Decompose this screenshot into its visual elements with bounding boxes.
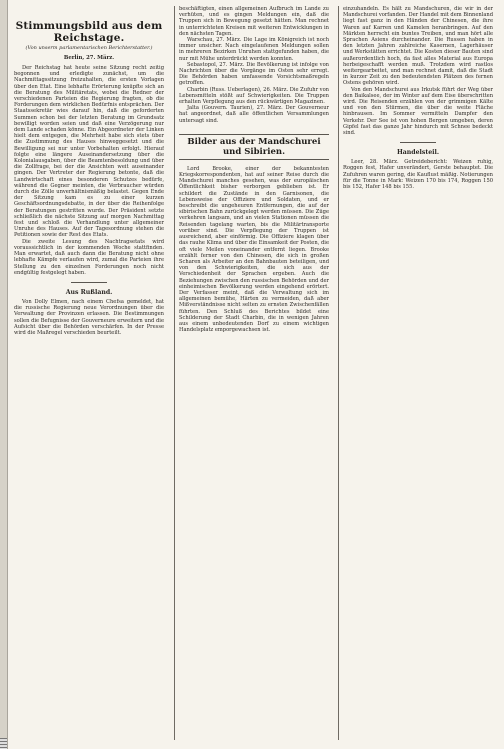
left-margin-strip: [0, 0, 8, 749]
section-heading-russland: Aus Rußland.: [65, 288, 113, 296]
article-body: Von den Mandschurei aus Irkutsk führt der Weg über den Baikalsee, der im Winter auf dem Eise überschritten wird. Die Reisenden erzählen von der grimmigen Kälte und von den Stürmen, die über die weite Fläche hinbrausen. Im Sommer vermitteln Dampfer den Verkehr. Der See ist von hohen Bergen umgeben, deren Gipfel fast das ganze Jahr hindurch mit Schnee bedeckt sind.: [343, 86, 493, 137]
article-heading-mandschurei: Bilder aus der Mandschurei und Sibirien.: [179, 134, 329, 160]
article-body: Der Reichstag hat heute seine Sitzung recht zeitig begonnen und erledigte zunächst, um die Nachmittagssitzung freizuhalten, die ersten Vorlagen über den Etat. Eine lebhafte Erörterung knüpfte sich an die Beratung des Militäretats, wobei die Redner der verschiedenen Parteien die Regierung fragten, ob die Forderungen dem wirklichen Bedürfnis entsprächen. Der Staatssekretär wies darauf hin, daß die geforderten Summen schon bei der letzten Beratung im Grundsatz bewilligt worden seien und daß eine Verzögerung nur dem Lande schaden könne. Ein Abgeordneter der Linken hielt dem entgegen, die Mehrheit habe sich stets über die Zustimmung des Hauses hinweggesetzt und die Bewilligung sei nur unter Vorbehalten erfolgt. Hierauf folgte eine längere Auseinandersetzung über die Kolonialausgaben, über die Beamtenbesoldung und über die Zollfrage, bei der die Ansichten weit auseinander gingen. Der Vertreter der Regierung betonte, daß die Landwirtschaft eines besonderen Schutzes bedürfe, während die Gegner meinten, die Verbraucher würden durch die Zölle unverhältnismäßig belastet. Gegen Ende der Sitzung kam es zu einer kurzen Geschäftsordnungsdebatte, in der über die Reihenfolge der Beratungen gestritten wurde. Der Präsident setzte schließlich die nächste Sitzung auf morgen Nachmittag fest und schloß die Verhandlung unter allgemeiner Unruhe des Hauses. Auf der Tagesordnung stehen die Petitionen sowie der Rest des Etats.: [14, 65, 164, 239]
column-right: [343, 6, 493, 742]
column-left: [14, 6, 164, 742]
article-subhead: (Von unserm parlamentarischen Berichterstatter.): [25, 45, 153, 51]
article-heading-reichstag: Stimmungsbild aus dem Reichstage.: [15, 20, 163, 44]
news-report: Sebastopol, 27. März. Die Bevölkerung ist infolge von Nachrichten über die Vorgänge im Osten sehr erregt. Die Behörden haben umfassende Vorsichtsmaßregeln getroffen.: [179, 61, 329, 87]
section-rule: [400, 142, 436, 143]
section-heading-handel: Handelsteil.: [396, 149, 440, 157]
column-divider: [174, 6, 175, 740]
article-dateline: Berlin, 27. März.: [63, 55, 115, 61]
article-body: einzuhandeln. Es hält zu Mandschuren, die wir in der Mandschurei vorfanden. Der Handel mit dem Binnenland liegt fast ganz in den Händen der Chinesen, die ihre Waren auf Karren und Kamelen heranbringen. Auf den Märkten herrscht ein buntes Treiben, und man hört alle Sprachen Asiens durcheinander. Die Russen haben in den letzten Jahren zahlreiche Kasernen, Lagerhäuser und Werkstätten errichtet. Die Kosten dieser Bauten sind außerordentlich hoch, da fast alles Material aus Europa herbeigeschafft werden muß. Trotzdem wird rastlos weitergearbeitet, und man rechnet damit, daß die Stadt in kurzer Zeit zu den bedeutendsten Plätzen des fernen Ostens gehören wird.: [343, 6, 493, 87]
article-body: Die zweite Lesung des Nachtragsetats wird voraussichtlich in der kommenden Woche stattfinden. Man erwartet, daß auch dann die Beratung nicht ohne lebhafte Kämpfe verlaufen wird, zumal die Parteien ihre Stellung zu den einzelnen Forderungen noch nicht endgültig festgelegt haben.: [14, 238, 164, 276]
news-report: Jalta (Gouvern. Taurien), 27. März. Der Gouverneur hat angeordnet, daß alle öffentlichen Versammlungen untersagt sind.: [179, 105, 329, 124]
news-report: Charbin (Russ. Ueberlagen), 26. März. Die Zufuhr von Lebensmitteln stößt auf Schwierigkeiten. Die Truppen erhalten Verpflegung aus den rückwärtigen Magazinen.: [179, 86, 329, 106]
article-body: Leer, 28. März. Getreidebericht: Weizen ruhig, Roggen fest, Hafer unverändert, Gerste behauptet. Die Zufuhren waren gering, die Kauflust mäßig. Notierungen für die Tonne in Mark: Weizen 170 bis 174, Roggen 150 bis 152, Hafer 148 bis 155.: [343, 159, 493, 191]
news-report: Warschau, 27. März. Die Lage im Königreich ist noch immer unsicher. Nach eingelaufenen Meldungen sollen in mehreren Bezirken Unruhen stattgefunden haben, die nur mit Mühe unterdrückt werden konnten.: [179, 37, 329, 62]
ruler-scale: [0, 738, 7, 749]
article-body: beschäftigten, einen allgemeinen Aufbruch im Lande zu verhüten, und es gingen Meldungen ein, daß die Truppen sich in Bewegung gesetzt hätten. Man rechnet in unterrichteten Kreisen mit weiteren Entwicklungen in den nächsten Tagen.: [179, 6, 329, 37]
article-body: Von Dolly Elmen, nach einem Chefsa gemeldet, hat die russische Regierung neue Verordnungen über die Verwaltung der Provinzen erlassen. Die Bestimmungen sollen die Befugnisse der Gouverneure erweitern und die Aufsicht über die Behörden verschärfen. In der Presse wird die Maßregel verschieden beurteilt.: [14, 298, 164, 336]
section-rule: [71, 282, 107, 283]
article-body: Lord Brooke, einer der bekanntesten Kriegskorrespondenten, hat auf seiner Reise durch die Mandschurei manches gesehen, was der europäischen Öffentlichkeit bisher verborgen geblieben ist. Er schildert die Zustände in den Garnisonen, die Lebensweise der Offiziere und Soldaten, und er beschreibt die ungeheuren Entfernungen, die auf der sibirischen Bahn zurückgelegt werden müssen. Die Züge verkehren langsam, und an vielen Stationen müssen die Reisenden tagelang warten, bis die Militärtransporte vorüber sind. Die Verpflegung der Truppen ist ausreichend, aber einförmig. Die Offiziere klagen über das rauhe Klima und über die Einsamkeit der Posten, die oft viele Meilen voneinander entfernt liegen. Brooke erzählt ferner von den Chinesen, die sich in großen Scharen als Arbeiter an den Bahnbauten beteiligen, und von den Schwierigkeiten, die sich aus der Verschiedenheit der Sprachen ergeben. Auch die Beziehungen zwischen den russischen Behörden und der einheimischen Bevölkerung werden eingehend erörtert. Der Verfasser meint, daß die Verwaltung sich im allgemeinen bemühe, Härten zu vermeiden, daß aber Mißverständnisse nicht selten zu ernsten Zwischenfällen führten. Den Schluß des Berichtes bildet eine Schilderung der Stadt Charbin, die in wenigen Jahren aus einem unbedeutenden Dorf zu einem wichtigen Handelsplatz emporgewachsen ist.: [179, 165, 329, 334]
column-middle: [179, 6, 329, 742]
column-divider: [338, 6, 339, 740]
